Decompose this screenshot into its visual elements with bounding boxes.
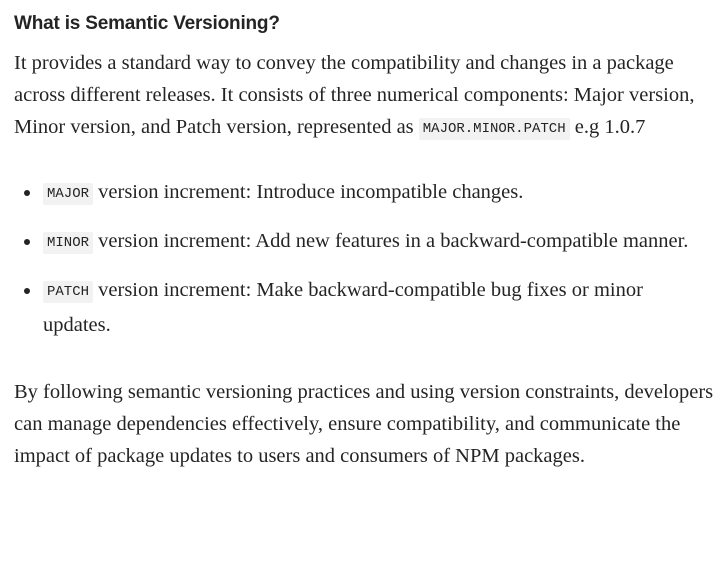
list-item-minor: [14, 225, 714, 260]
inline-code-version-format: MAJOR.MINOR.PATCH: [419, 118, 570, 140]
inline-code-major: MAJOR: [43, 183, 93, 205]
bullet-icon: [24, 190, 30, 196]
intro-suffix: e.g 1.0.7: [569, 116, 646, 138]
inline-code-patch: PATCH: [43, 281, 93, 303]
list-item-text: version increment: Introduce incompatible changes.: [93, 181, 524, 203]
bullet-icon: [24, 288, 30, 294]
article: [14, 10, 714, 472]
bullet-icon: [24, 239, 30, 245]
intro-paragraph: [14, 47, 714, 146]
list-item-patch: [14, 274, 714, 341]
list-item-text: version increment: Make backward-compatible bug fixes or minor updates.: [43, 279, 643, 336]
inline-code-minor: MINOR: [43, 232, 93, 254]
list-item-text: version increment: Add new features in a backward-compatible manner.: [93, 230, 689, 252]
version-increment-list: [14, 176, 714, 341]
conclusion-paragraph: By following semantic versioning practices and using version constraints, developers can manage dependencies effectively, ensure compatibility, and communicate the impact of package updates to users and consumers of NPM packages.: [14, 381, 714, 467]
section-heading: What is Semantic Versioning?: [14, 13, 280, 34]
intro-text: It provides a standard way to convey the compatibility and changes in a package across different releases. It consists of three numerical components: Major version, Minor version, and Patch version, represented as: [14, 52, 695, 138]
list-item-major: [14, 176, 714, 211]
